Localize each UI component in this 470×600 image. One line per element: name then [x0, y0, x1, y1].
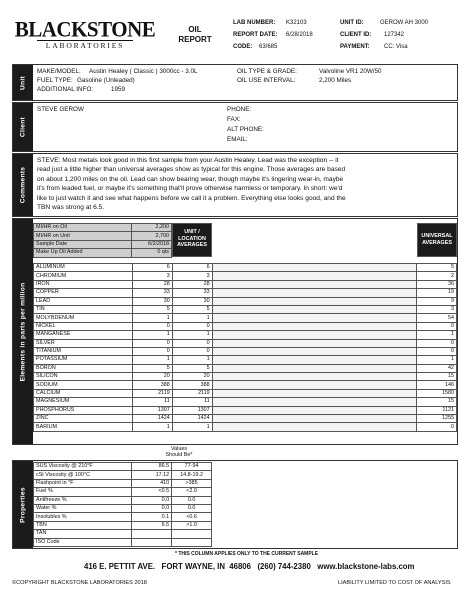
element-value: 0 [132, 347, 172, 355]
make-model-label: MAKE/MODEL: [37, 68, 81, 75]
element-history-cell [212, 314, 416, 322]
element-universal-average: 9 [417, 297, 457, 305]
property-row [34, 521, 212, 529]
report-title: OIL REPORT [178, 25, 212, 44]
element-universal-average: 0 [417, 347, 457, 355]
element-history-cell [212, 331, 416, 339]
property-value [132, 530, 172, 538]
property-should-be: <0.6 [172, 513, 212, 521]
element-unit-average: 1 [172, 314, 212, 322]
element-history-cell [212, 347, 416, 355]
property-name: TBN [34, 521, 132, 529]
property-should-be: 0.0 [172, 504, 212, 512]
element-universal-average: 0 [417, 339, 457, 347]
element-history-cell [212, 381, 416, 389]
element-universal-average: 5 [417, 264, 457, 272]
property-row [34, 479, 212, 487]
element-name: MOLYBDENUM [34, 314, 133, 322]
element-universal-average: 1121 [417, 406, 457, 414]
sample-info-row [34, 249, 172, 257]
property-should-be: >385 [172, 479, 212, 487]
element-unit-average: 0 [172, 347, 212, 355]
element-row [34, 406, 457, 414]
element-value: 1 [132, 331, 172, 339]
property-row [34, 463, 212, 471]
element-name: SODIUM [34, 381, 133, 389]
payment-label: PAYMENT: [340, 44, 370, 50]
property-should-be [172, 538, 212, 546]
unit-sidebar: Unit [13, 65, 33, 100]
sample-info-value: 2,700 [132, 232, 172, 240]
element-row [34, 272, 457, 280]
property-name: Fuel % [34, 488, 132, 496]
comments-sidebar: Comments [13, 154, 33, 216]
element-row [34, 381, 457, 389]
make-model-value: Austin Healey ( Classic ) 3000cc - 3.0L [89, 68, 198, 75]
element-value: 2119 [132, 389, 172, 397]
element-name: TIN [34, 305, 133, 313]
property-should-be [172, 530, 212, 538]
element-unit-average: 1 [172, 331, 212, 339]
element-universal-average: 1255 [417, 415, 457, 423]
element-value: 0 [132, 339, 172, 347]
blackstone-logo [10, 18, 160, 50]
element-name: CALCIUM [34, 389, 133, 397]
logo-wordmark: BLACKSTONE [14, 16, 156, 42]
property-row [34, 538, 212, 546]
property-row [34, 513, 212, 521]
element-history-cell [212, 289, 416, 297]
elements-sidebar: Elements in parts per million [13, 219, 33, 444]
property-row [34, 471, 212, 479]
liability-note: LIABILITY LIMITED TO COST OF ANALYSIS [338, 580, 451, 586]
element-history-cell [212, 356, 416, 364]
element-row [34, 322, 457, 330]
code-value: 63/685 [259, 44, 278, 50]
element-row [34, 264, 457, 272]
unit-id-label: UNIT ID: [340, 20, 364, 26]
element-universal-average: 2 [417, 272, 457, 280]
element-name: PHOSPHORUS [34, 406, 133, 414]
element-value: 0 [132, 322, 172, 330]
property-row [34, 488, 212, 496]
property-should-be: 14.8-19.2 [172, 471, 212, 479]
element-universal-average: 19 [417, 289, 457, 297]
element-unit-average: 1 [172, 423, 212, 431]
report-date-label: REPORT DATE: [233, 32, 278, 38]
element-universal-average: 146 [417, 381, 457, 389]
element-unit-average: 5 [172, 364, 212, 372]
fax-label: FAX: [227, 116, 241, 123]
elements-table [33, 263, 457, 432]
comments-section [12, 153, 458, 217]
element-history-cell [212, 406, 416, 414]
property-row [34, 496, 212, 504]
element-universal-average: 1 [417, 356, 457, 364]
element-unit-average: 28 [172, 280, 212, 288]
element-row [34, 305, 457, 313]
property-row [34, 530, 212, 538]
property-value: 410 [132, 479, 172, 487]
fuel-type-label: FUEL TYPE: [37, 77, 73, 84]
alt-phone-label: ALT PHONE: [227, 126, 264, 133]
element-name: TITANIUM [34, 347, 133, 355]
element-unit-average: 388 [172, 381, 212, 389]
element-value: 6 [132, 264, 172, 272]
element-row [34, 423, 457, 431]
sample-info-label: Make Up Oil Added [34, 249, 132, 257]
property-value [132, 538, 172, 546]
element-unit-average: 1 [172, 356, 212, 364]
element-value: 28 [132, 280, 172, 288]
element-name: NICKEL [34, 322, 133, 330]
property-value: 0.0 [132, 496, 172, 504]
element-history-cell [212, 423, 416, 431]
properties-table [33, 462, 212, 547]
element-row [34, 364, 457, 372]
element-history-cell [212, 364, 416, 372]
element-universal-average: 0 [417, 423, 457, 431]
element-history-cell [212, 297, 416, 305]
oil-type-label: OIL TYPE & GRADE: [237, 68, 297, 75]
lab-address: 416 E. PETTIT AVE. FORT WAYNE, IN 46806 (260) 744-2380 www.blackstone-labs.com [84, 562, 415, 571]
element-name: BARIUM [34, 423, 133, 431]
element-row [34, 314, 457, 322]
element-value: 11 [132, 398, 172, 406]
element-name: ALUMINUM [34, 264, 133, 272]
element-value: 1 [132, 423, 172, 431]
element-universal-average: 42 [417, 364, 457, 372]
element-history-cell [212, 389, 416, 397]
element-unit-average: 3 [172, 272, 212, 280]
element-unit-average: 1307 [172, 406, 212, 414]
property-value: 0.0 [132, 504, 172, 512]
element-row [34, 280, 457, 288]
element-value: 30 [132, 297, 172, 305]
element-universal-average: 3 [417, 305, 457, 313]
report-date-value: 6/28/2018 [286, 32, 313, 38]
comments-text: STEVE: Most metals look good in this first sample from your Austin Healey. Lead was the exception -- it read just a little higher than universal averages show as typical for this engine. Those averages are based on about 1,200 miles on the oil. Lead can show bearing wear, though maybe it's lingering wear-in, maybe it's from leaded fuel, or maybe it's something that'll prove otherwise harmless or temporary. In short: we'd like to just watch it and see what happens before we call it a problem. Everything else looks good, and the TBN was strong at 6.5. [37, 157, 346, 212]
element-row [34, 347, 457, 355]
element-history-cell [212, 322, 416, 330]
element-history-cell [212, 373, 416, 381]
element-universal-average: 54 [417, 314, 457, 322]
element-value: 388 [132, 381, 172, 389]
elements-section [12, 218, 458, 445]
property-name: ISO Code [34, 538, 132, 546]
lab-number-value: K32103 [286, 20, 307, 26]
property-should-be: 77-94 [172, 463, 212, 471]
property-value: 17.12 [132, 471, 172, 479]
element-row [34, 415, 457, 423]
element-name: MAGNESIUM [34, 398, 133, 406]
sample-info-row [34, 240, 172, 248]
sample-info-table [33, 223, 172, 258]
element-unit-average: 30 [172, 297, 212, 305]
sample-info-label: Sample Date [34, 240, 132, 248]
element-row [34, 339, 457, 347]
element-history-cell [212, 272, 416, 280]
element-row [34, 373, 457, 381]
additional-info-value: 1959 [111, 86, 126, 93]
element-universal-average: 1 [417, 331, 457, 339]
properties-sidebar: Properties [13, 461, 33, 548]
lab-number-label: LAB NUMBER: [233, 20, 276, 26]
code-label: CODE: [233, 44, 253, 50]
sample-info-value: 6/2/2018 [132, 240, 172, 248]
element-value: 33 [132, 289, 172, 297]
element-name: BORON [34, 364, 133, 372]
property-value: 86.5 [132, 463, 172, 471]
properties-section [12, 460, 458, 549]
property-should-be: >1.0 [172, 521, 212, 529]
sample-info-label: MI/HR on Unit [34, 232, 132, 240]
property-name: TAN [34, 530, 132, 538]
element-unit-average: 2119 [172, 389, 212, 397]
oil-interval-label: OIL USE INTERVAL: [237, 77, 296, 84]
unit-id-value: GEROW AH 3000 [380, 20, 429, 26]
element-name: SILICON [34, 373, 133, 381]
column-note: * THIS COLUMN APPLIES ONLY TO THE CURRENT SAMPLE [175, 551, 319, 557]
property-name: cSt Viscosity @ 100°C [34, 471, 132, 479]
element-row [34, 389, 457, 397]
element-universal-average: 1580 [417, 389, 457, 397]
sample-info-row [34, 232, 172, 240]
element-name: POTASSIUM [34, 356, 133, 364]
payment-value: CC: Visa [384, 44, 408, 50]
element-unit-average: 33 [172, 289, 212, 297]
element-row [34, 398, 457, 406]
element-value: 20 [132, 373, 172, 381]
element-value: 1307 [132, 406, 172, 414]
property-name: Water % [34, 504, 132, 512]
sample-info-label: MI/HR on Oil [34, 224, 132, 232]
unit-section [12, 64, 458, 101]
sample-info-row [34, 224, 172, 232]
client-section [12, 102, 458, 152]
element-history-cell [212, 415, 416, 423]
element-name: LEAD [34, 297, 133, 305]
additional-info-label: ADDITIONAL INFO: [37, 86, 94, 93]
copyright: ©COPYRIGHT BLACKSTONE LABORATORIES 2018 [12, 580, 147, 586]
element-universal-average: 0 [417, 322, 457, 330]
property-value: 0.1 [132, 513, 172, 521]
element-universal-average: 15 [417, 398, 457, 406]
client-id-value: 127342 [384, 32, 405, 38]
client-sidebar: Client [13, 103, 33, 151]
element-history-cell [212, 305, 416, 313]
element-unit-average: 6 [172, 264, 212, 272]
element-name: ZINC [34, 415, 133, 423]
element-name: IRON [34, 280, 133, 288]
property-should-be: <2.0 [172, 488, 212, 496]
property-row [34, 504, 212, 512]
element-history-cell [212, 280, 416, 288]
element-unit-average: 0 [172, 322, 212, 330]
element-row [34, 356, 457, 364]
property-name: Antifreeze % [34, 496, 132, 504]
element-row [34, 289, 457, 297]
email-label: EMAIL: [227, 136, 248, 143]
sample-info-value: 0 qts [132, 249, 172, 257]
property-name: Flashpoint in °F [34, 479, 132, 487]
element-history-cell [212, 339, 416, 347]
element-value: 5 [132, 364, 172, 372]
element-unit-average: 5 [172, 305, 212, 313]
element-name: MANGANESE [34, 331, 133, 339]
element-value: 1 [132, 314, 172, 322]
element-unit-average: 1424 [172, 415, 212, 423]
universal-averages-header: UNIVERSAL AVERAGES [417, 223, 457, 257]
element-unit-average: 0 [172, 339, 212, 347]
element-universal-average: 15 [417, 373, 457, 381]
property-name: Insolubles % [34, 513, 132, 521]
property-should-be: 0.0 [172, 496, 212, 504]
element-value: 1 [132, 356, 172, 364]
fuel-type-value: Gasoline (Unleaded) [77, 77, 135, 84]
client-id-label: CLIENT ID: [340, 32, 372, 38]
unit-averages-header: UNIT / LOCATION AVERAGES [172, 223, 212, 257]
element-value: 5 [132, 305, 172, 313]
values-should-be-header: Values Should Be* [165, 446, 193, 459]
element-unit-average: 20 [172, 373, 212, 381]
oil-type-value: Valvoline VR1 20W/50 [319, 68, 382, 75]
client-name: STEVE GEROW [37, 106, 84, 113]
property-value: <0.5 [132, 488, 172, 496]
element-universal-average: 36 [417, 280, 457, 288]
element-value: 1424 [132, 415, 172, 423]
element-history-cell [212, 398, 416, 406]
element-value: 3 [132, 272, 172, 280]
element-unit-average: 11 [172, 398, 212, 406]
sample-info-value: 2,200 [132, 224, 172, 232]
element-name: SILVER [34, 339, 133, 347]
oil-interval-value: 2,200 Miles [319, 77, 352, 84]
phone-label: PHONE: [227, 106, 252, 113]
property-name: SUS Viscosity @ 210°F [34, 463, 132, 471]
element-history-cell [212, 264, 416, 272]
element-name: COPPER [34, 289, 133, 297]
element-row [34, 331, 457, 339]
logo-subtitle: LABORATORIES [45, 41, 125, 50]
element-name: CHROMIUM [34, 272, 133, 280]
property-value: 6.5 [132, 521, 172, 529]
element-row [34, 297, 457, 305]
